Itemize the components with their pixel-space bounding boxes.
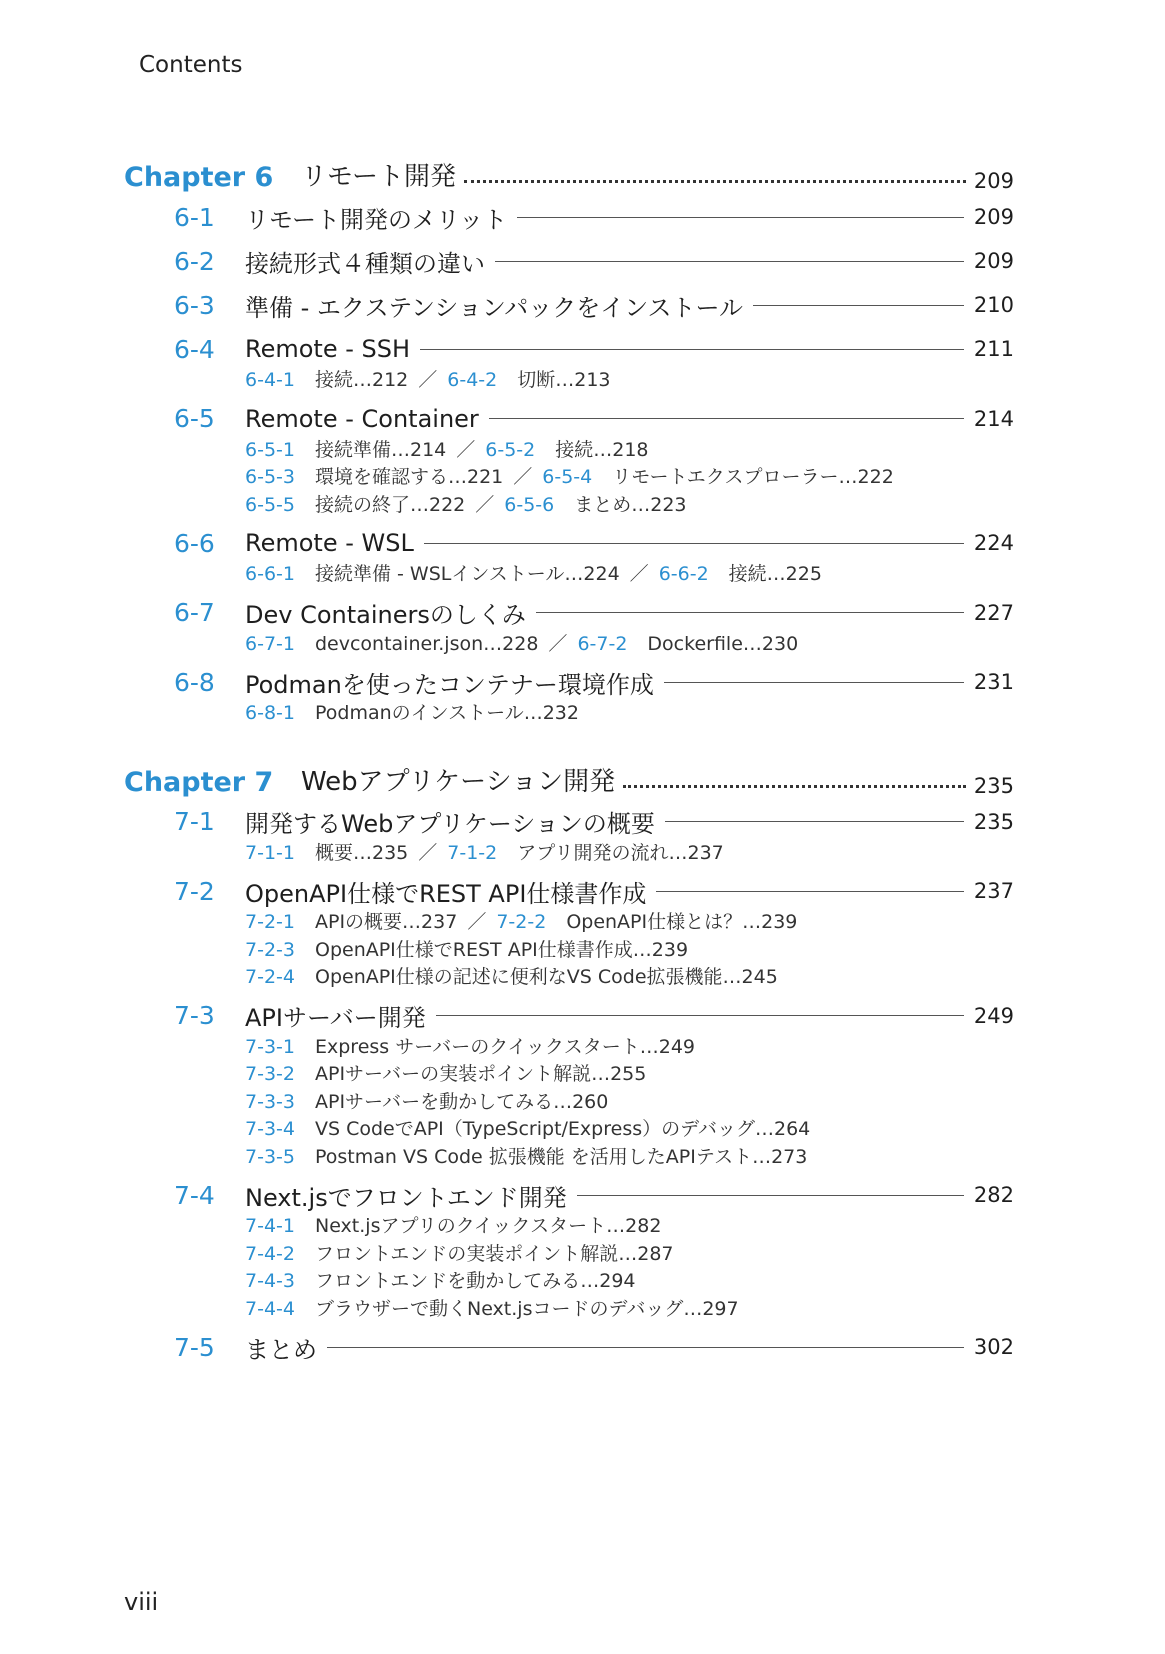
subsection-title: フロントエンドの実装ポイント解説…287 [314,1242,674,1265]
leader-line [577,1195,964,1196]
subsection-line [245,700,1014,728]
toc-entry [124,523,1014,563]
subsection-line [245,437,1014,465]
section-number: 7-3 [174,1001,215,1030]
subsection-line [245,1089,1014,1117]
section-number: 7-1 [174,807,215,836]
subsection-title: 接続…218 [555,438,649,461]
chapter-label: Chapter 7 [124,766,274,798]
subsection-line [245,964,1014,992]
toc-entry [124,996,1014,1036]
leader-line [656,891,964,892]
section-page: 227 [973,600,1014,625]
subsection-line [245,631,1014,659]
separator: ／ [418,369,438,391]
section-title: 開発するWebアプリケーションの概要 [245,810,655,838]
subsection-line [245,1061,1014,1089]
table-of-contents [124,151,1014,1367]
leader-line [665,821,964,822]
section-page: 224 [973,531,1014,555]
subsection-number: 7-3-1 [245,1035,295,1058]
section-title: Remote - WSL [245,529,414,557]
separator: ／ [467,911,487,933]
section-title: 接続形式４種類の違い [245,249,485,278]
section-number: 7-4 [174,1180,215,1210]
section-number: 6-3 [174,290,215,320]
subsection-list [245,561,1014,589]
chapter-page: 209 [973,169,1014,193]
subsection-number: 6-8-1 [245,702,295,724]
chapter-heading [124,756,1014,798]
subsection-title: Postman VS Code 拡張機能 を活用したAPIテスト…273 [314,1145,808,1168]
subsection-number: 6-4-2 [447,369,498,391]
subsection-number: 6-6-1 [245,563,295,585]
section-title: APIサーバー開発 [245,1004,426,1032]
subsection-title: まとめ…223 [574,493,687,516]
leader-line [424,543,964,544]
chapter-title: リモート開発 [301,162,456,192]
section-number: 7-2 [174,876,215,906]
subsection-title: リモートエクスプローラー…222 [612,466,894,488]
section-page: 237 [973,879,1014,903]
subsection-line [245,1241,1014,1269]
subsection-line [245,1213,1014,1241]
subsection-title: OpenAPI仕様の記述に便利なVS Code拡張機能…245 [314,966,778,988]
subsection-title: Dockerfile…230 [647,632,799,655]
subsection-line [245,561,1014,589]
subsection-number: 7-1-2 [447,841,498,864]
section-page: 209 [973,249,1014,273]
subsection-title: 切断…213 [517,369,611,391]
subsection-title: Podmanのインストール…232 [314,702,579,724]
leader-line [517,217,964,218]
subsection-title: 接続準備 - WSLインストール…224 [314,563,620,585]
subsection-title: Next.jsアプリのクイックスタート…282 [314,1215,662,1237]
subsection-title: APIサーバーの実装ポイント解説…255 [314,1063,647,1085]
subsection-number: 7-4-1 [245,1215,295,1237]
section-page: 211 [973,337,1014,361]
subsection-line [245,1296,1014,1324]
subsection-number: 7-3-4 [245,1118,295,1140]
section-page: 231 [973,670,1014,694]
toc-entry [124,285,1014,325]
toc-entry [124,662,1014,702]
toc-entry [124,329,1014,369]
subsection-number: 6-4-1 [245,369,295,391]
dot-leader [464,180,966,183]
subsection-number: 6-7-2 [577,632,628,655]
section-title: Podmanを使ったコンテナー環境作成 [245,670,654,699]
subsection-number: 6-5-3 [245,466,295,488]
toc-entry [124,197,1014,237]
section-page: 235 [973,809,1014,834]
dot-leader [623,785,966,788]
section-number: 6-5 [174,404,215,433]
chapter-title: Webアプリケーション開発 [301,766,616,797]
leader-line [536,612,964,613]
subsection-title: VS CodeでAPI（TypeScript/Express）のデバッグ…264 [314,1118,811,1140]
subsection-number: 6-5-1 [245,438,295,461]
separator: ／ [456,438,476,461]
section-title: Next.jsでフロントエンド開発 [245,1183,567,1212]
toc-entry [124,399,1014,439]
separator: ／ [418,841,438,864]
toc-entry [124,241,1014,281]
section-page: 210 [973,293,1014,317]
subsection-list [245,367,1014,395]
running-head: Contents [139,52,243,78]
section-title: Remote - SSH [245,335,411,363]
subsection-line [245,1034,1014,1062]
subsection-number: 6-5-5 [245,493,295,516]
subsection-number: 6-5-2 [485,438,536,461]
subsection-number: 7-1-1 [245,841,295,864]
subsection-number: 6-7-1 [245,632,295,655]
subsection-line [245,367,1014,395]
subsection-list [245,1034,1014,1172]
subsection-number: 7-2-4 [245,966,295,988]
subsection-line [245,1116,1014,1144]
section-page: 282 [973,1183,1014,1207]
subsection-list [245,840,1014,868]
subsection-line [245,1144,1014,1172]
chapter-label: Chapter 6 [124,162,274,193]
section-number: 6-6 [174,528,215,558]
section-number: 6-4 [174,334,215,364]
subsection-number: 7-3-5 [245,1145,295,1168]
separator: ／ [475,493,495,516]
section-number: 6-1 [174,202,215,232]
subsection-line [245,1268,1014,1296]
subsection-line [245,492,1014,520]
leader-line [489,418,964,419]
subsection-title: APIサーバーを動かしてみる…260 [314,1090,609,1113]
subsection-title: アプリ開発の流れ…237 [517,841,724,864]
subsection-title: 接続の終了…222 [314,493,466,516]
subsection-list [245,700,1014,728]
section-title: OpenAPI仕様でREST API仕様書作成 [245,879,647,908]
subsection-title: 接続準備…214 [314,438,447,461]
subsection-line [245,840,1014,868]
leader-line [436,1015,964,1016]
subsection-list [245,1213,1014,1323]
subsection-line [245,937,1014,965]
subsection-number: 7-2-1 [245,911,295,933]
subsection-line [245,464,1014,492]
section-page: 209 [973,205,1014,229]
toc-entry [124,802,1014,842]
toc-entry [124,871,1014,911]
subsection-number: 7-4-3 [245,1270,295,1292]
section-title: 準備 - エクステンションパックをインストール [245,293,744,322]
section-number: 7-5 [174,1332,215,1362]
subsection-list [245,437,1014,520]
section-title: まとめ [245,1335,317,1364]
subsection-title: Express サーバーのクイックスタート…249 [314,1035,696,1058]
separator: ／ [548,632,568,655]
section-page: 214 [973,406,1014,431]
subsection-number: 6-5-4 [542,466,593,488]
separator: ／ [513,466,533,488]
subsection-title: devcontainer.json…228 [314,632,539,655]
separator: ／ [629,563,649,585]
subsection-number: 7-4-4 [245,1297,295,1320]
section-number: 6-8 [174,667,215,697]
subsection-title: APIの概要…237 [314,911,458,933]
section-number: 6-7 [174,598,215,627]
leader-line [327,1347,964,1348]
subsection-title: 接続…212 [314,369,409,391]
subsection-title: ブラウザーで動くNext.jsコードのデバッグ…297 [314,1297,739,1320]
section-page: 302 [973,1335,1014,1359]
section-title: Remote - Container [245,404,479,433]
chapter-page: 235 [973,773,1014,798]
toc-entry [124,1327,1014,1367]
subsection-number: 7-3-3 [245,1090,295,1113]
subsection-number: 7-2-3 [245,938,295,961]
section-title: Dev Containersのしくみ [245,601,526,629]
subsection-title: 概要…235 [314,841,409,864]
leader-line [495,261,964,262]
subsection-title: OpenAPI仕様とは？…239 [566,911,798,933]
section-page: 249 [973,1003,1014,1028]
section-number: 6-2 [174,246,215,276]
toc-entry [124,1175,1014,1215]
section-title: リモート開発のメリット [245,205,508,234]
subsection-number: 6-6-2 [658,563,709,585]
subsection-line [245,909,1014,937]
leader-line [753,305,964,306]
toc-entry [124,593,1014,633]
subsection-title: 環境を確認する…221 [314,466,504,488]
page-number: viii [124,1588,159,1616]
subsection-title: OpenAPI仕様でREST API仕様書作成…239 [314,938,689,961]
subsection-title: フロントエンドを動かしてみる…294 [314,1270,636,1292]
subsection-number: 7-2-2 [496,911,547,933]
leader-line [664,682,964,683]
subsection-list [245,631,1014,659]
subsection-list [245,909,1014,992]
chapter-heading [124,151,1014,193]
subsection-number: 6-5-6 [504,493,555,516]
subsection-number: 7-4-2 [245,1242,295,1265]
subsection-title: 接続…225 [728,563,822,585]
leader-line [420,349,964,350]
subsection-number: 7-3-2 [245,1063,295,1085]
